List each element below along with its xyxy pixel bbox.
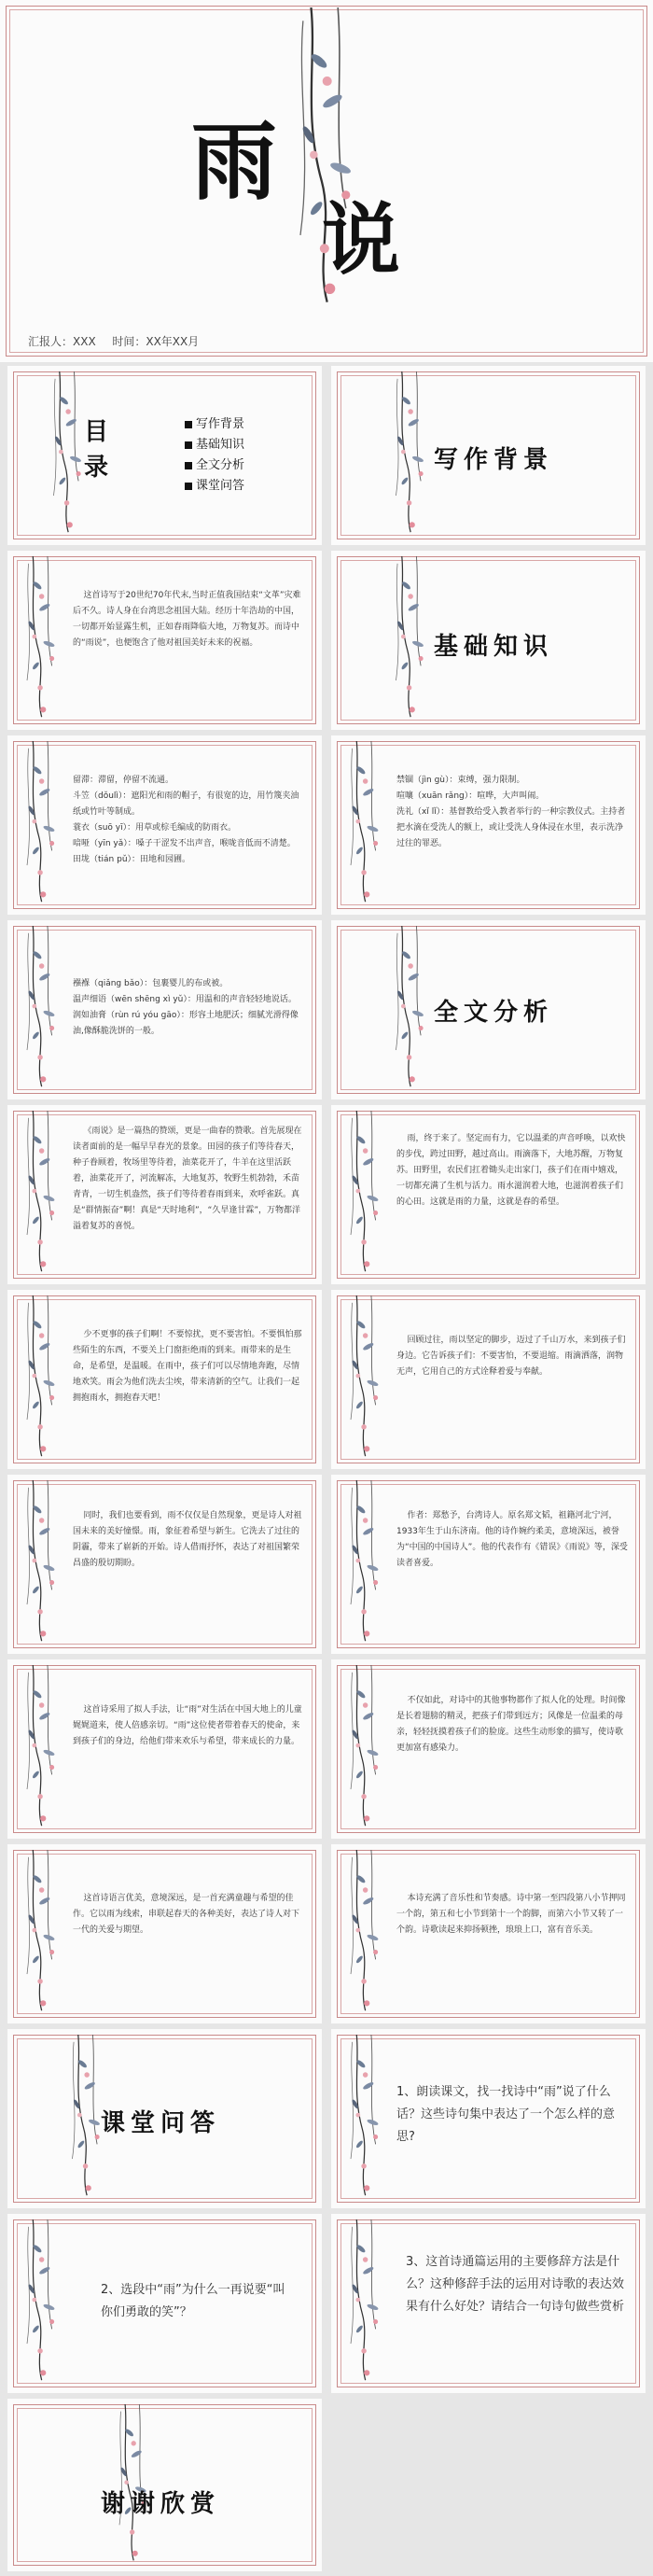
branch-decoration xyxy=(344,1850,391,2018)
thanks-slide xyxy=(7,2399,322,2571)
section-title: 写作背景 xyxy=(434,446,554,474)
branch-decoration xyxy=(21,556,67,724)
cover-slide xyxy=(0,0,653,362)
branch-decoration xyxy=(344,2219,391,2387)
analysis-slide-5 xyxy=(7,1475,322,1654)
toc-item[interactable]: 写作背景 xyxy=(185,414,244,435)
branch-decoration xyxy=(344,1665,391,1833)
cover-title-char-2: 说 xyxy=(322,193,407,286)
vocab-body: 禁锢（jìn gù）：束缚，强力限制。 喧嚷（xuān rǎng）：喧哗，大声叫闹。 洗礼（xǐ lǐ）：基督教给受入教者举行的一种宗教仪式。主持者把水滴在受洗人的额上，或让受洗人身体浸在水里，表示洗净过往的罪恶。 xyxy=(396,776,626,848)
branch-decoration xyxy=(21,2219,67,2387)
analysis-slide-6 xyxy=(331,1475,646,1654)
reporter-value: XXX xyxy=(73,335,96,348)
section-title: 基础知识 xyxy=(434,633,554,661)
analysis-body: 这首诗语言优美，意境深远，是一首充满童趣与希望的佳作。它以雨为线索，串联起春天的各种美好，表达了诗人对下一代的关爱与期望。 xyxy=(73,1894,300,1935)
analysis-body: 不仅如此，对诗中的其他事物都作了拟人化的处理。时间像是长着翅膀的精灵，把孩子们带到远方；风像是一位温柔的母亲，轻轻抚摸着孩子们的脸庞。这些生动形象的描写，使诗歌更加富有感染力。 xyxy=(396,1696,626,1753)
analysis-body: 本诗充满了音乐性和节奏感。诗中第一至四段第八小节押同一个韵，第五和七小节到第十一个韵脚，而第六小节又转了一个韵。诗歌读起来抑扬顿挫，琅琅上口，富有音乐美。 xyxy=(396,1894,626,1935)
branch-decoration xyxy=(21,741,67,909)
analysis-body: 这首诗采用了拟人手法，让“雨”对生活在中国大地上的儿童娓娓道来，使人倍感亲切。“雨”这位使者带着春天的使命，来到孩子们的身边，给他们带来欢乐与希望，带来成长的力量。 xyxy=(73,1705,302,1746)
analysis-body: 回顾过往，雨以坚定的脚步，迈过了千山万水，来到孩子们身边。它告诉孩子们：不要害怕，不要退缩。雨滴洒落，润物无声，它用自己的方式诠释着爱与奉献。 xyxy=(396,1336,626,1377)
analysis-slide-10 xyxy=(331,1844,646,2023)
vocab-slide-1 xyxy=(7,735,322,915)
analysis-slide-3 xyxy=(7,1290,322,1469)
branch-decoration xyxy=(344,1295,391,1463)
background-body: 这首诗写于20世纪70年代末,当时正值我国结束“文革”灾难后不久。诗人身在台湾思念祖国大陆。经历十年浩劫的中国，一切都开始显露生机，正如春雨降临大地，万物复苏。而诗中的“雨说”，也便饱含了他对祖国美好未来的祝福。 xyxy=(73,591,301,648)
question-slide-3 xyxy=(331,2214,646,2393)
vocab-slide-3 xyxy=(7,920,322,1099)
question-text: 1、朗读课文，找一找诗中“雨”说了什么话？这些诗句集中表达了一个怎么样的意思? xyxy=(396,2085,616,2144)
branch-decoration xyxy=(21,1665,67,1833)
analysis-slide-9 xyxy=(7,1844,322,2023)
analysis-body: 《雨说》是一篇热的赞颂，更是一曲春的赞歌。首先展现在读者面前的是一幅早早春光的景象。田园的孩子们等待春天，种子眷顾着，牧场里等待着，油菜花开了，牛羊在这里活跃着，油菜花开了，河流解冻，大地复苏，牧野生机勃勃，禾苗青青，一切生机盎然，孩子们等待着春雨到来，欢呼雀跃。真是“群情振奋”啊！真是“天时地利”，“久旱逢甘霖”，万物都洋溢着复苏的喜悦。 xyxy=(73,1127,302,1231)
branch-decoration xyxy=(21,1850,67,2018)
analysis-slide-8 xyxy=(331,1659,646,1839)
time-label: 时间： xyxy=(112,335,146,348)
branch-decoration xyxy=(21,1111,67,1279)
analysis-body: 同时，我们也要看到，雨不仅仅是自然现象，更是诗人对祖国未来的美好憧憬。雨，象征着希望与新生。它洗去了过往的阴霾，带来了崭新的开始。诗人借雨抒怀，表达了对祖国繁荣昌盛的殷切期盼。 xyxy=(73,1511,302,1568)
reporter-label: 汇报人： xyxy=(28,335,74,348)
toc-item[interactable]: 全文分析 xyxy=(185,455,244,476)
question-slide-2 xyxy=(7,2214,322,2393)
analysis-body: 少不更事的孩子们啊！不要惊扰，更不要害怕。不要惧怕那些陌生的东西，不要关上门窗拒绝雨的到来。雨带来的是生命，是希望，是温暖。在雨中，孩子们可以尽情地奔跑，尽情地欢笑。雨会为他们洗去尘埃，带来清新的空气。让我们一起拥抱雨水，拥抱春天吧！ xyxy=(73,1330,302,1403)
section-basics-slide xyxy=(331,551,646,730)
cover-title-char-1: 雨 xyxy=(191,111,284,212)
branch-decoration xyxy=(387,371,438,539)
vocab-body: 留滞：滞留，停留不流通。 斗笠（dǒulì）：遮阳光和雨的帽子，有很宽的边，用竹篾夹油纸或竹叶等制成。 蓑衣（suō yī）：用草或棕毛编成的防雨衣。 喑哑（yīn yǎ）：嗓子干涩发不出声音，喉咙音低而不清楚。 田垅（tián pǔ）：田地和园圃。 xyxy=(73,776,299,864)
section-title: 课堂问答 xyxy=(101,2109,221,2137)
branch-decoration xyxy=(344,2035,391,2203)
analysis-slide-2 xyxy=(331,1105,646,1284)
thanks-title: 谢谢欣赏 xyxy=(101,2490,221,2518)
branch-decoration xyxy=(387,926,438,1094)
toc-item[interactable]: 课堂问答 xyxy=(185,476,244,497)
branch-decoration xyxy=(344,1111,391,1279)
branch-decoration xyxy=(344,741,391,909)
section-title: 全文分析 xyxy=(434,999,554,1027)
analysis-slide-1 xyxy=(7,1105,322,1284)
section-analysis-slide xyxy=(331,920,646,1099)
vocab-body: 襁褓（qiǎng bǎo）：包裹婴儿的布或被。 温声细语（wēn shēng xì yǔ）：用温和的声音轻轻地说话。 润如油膏（rùn rú yóu gāo）：形容土地肥沃；细腻光滑得像油,像酥脆洗饼的一般。 xyxy=(73,979,299,1036)
question-slide-1 xyxy=(331,2029,646,2208)
branch-decoration xyxy=(21,926,67,1094)
cover-meta xyxy=(28,333,199,349)
branch-decoration xyxy=(21,1480,67,1648)
section-background-slide xyxy=(331,366,646,545)
question-text: 3、这首诗通篇运用的主要修辞方法是什么？这种修辞手法的运用对诗歌的表达效果有什么好处？请结合一句诗句做些赏析 xyxy=(406,2255,625,2314)
time-value: XX年XX月 xyxy=(146,335,200,348)
question-text: 2、选段中“雨”为什么一再说要“叫你们勇敢的笑”？ xyxy=(101,2283,285,2319)
toc-list xyxy=(185,414,244,497)
toc-title-char-1: 目 xyxy=(84,418,115,446)
analysis-slide-7 xyxy=(7,1659,322,1839)
branch-decoration xyxy=(344,1480,391,1648)
analysis-slide-4 xyxy=(331,1290,646,1469)
toc-slide xyxy=(7,366,322,545)
branch-decoration xyxy=(21,1295,67,1463)
background-text-slide xyxy=(7,551,322,730)
analysis-body: 雨，终于来了。坚定而有力，它以温柔的声音呼唤，以欢快的步伐，跨过田野，越过高山。雨滴落下，大地苏醒，万物复苏。田野里，农民们扛着锄头走出家门，孩子们在雨中嬉戏，一切都充满了生机与活力。雨水滋润着大地，也滋润着孩子们的心田。这就是雨的力量，这就是春的希望。 xyxy=(396,1134,626,1207)
branch-decoration xyxy=(387,556,438,724)
toc-item[interactable]: 基础知识 xyxy=(185,435,244,455)
analysis-body: 作者：郑愁予，台湾诗人。原名郑文韬，祖籍河北宁河，1933年生于山东济南。他的诗作婉约柔美，意境深远，被誉为“中国的中国诗人”。他的代表作有《错误》《雨说》等，深受读者喜爱。 xyxy=(396,1511,628,1568)
section-qa-slide xyxy=(7,2029,322,2208)
toc-title-char-2: 录 xyxy=(84,454,115,482)
vocab-slide-2 xyxy=(331,735,646,915)
